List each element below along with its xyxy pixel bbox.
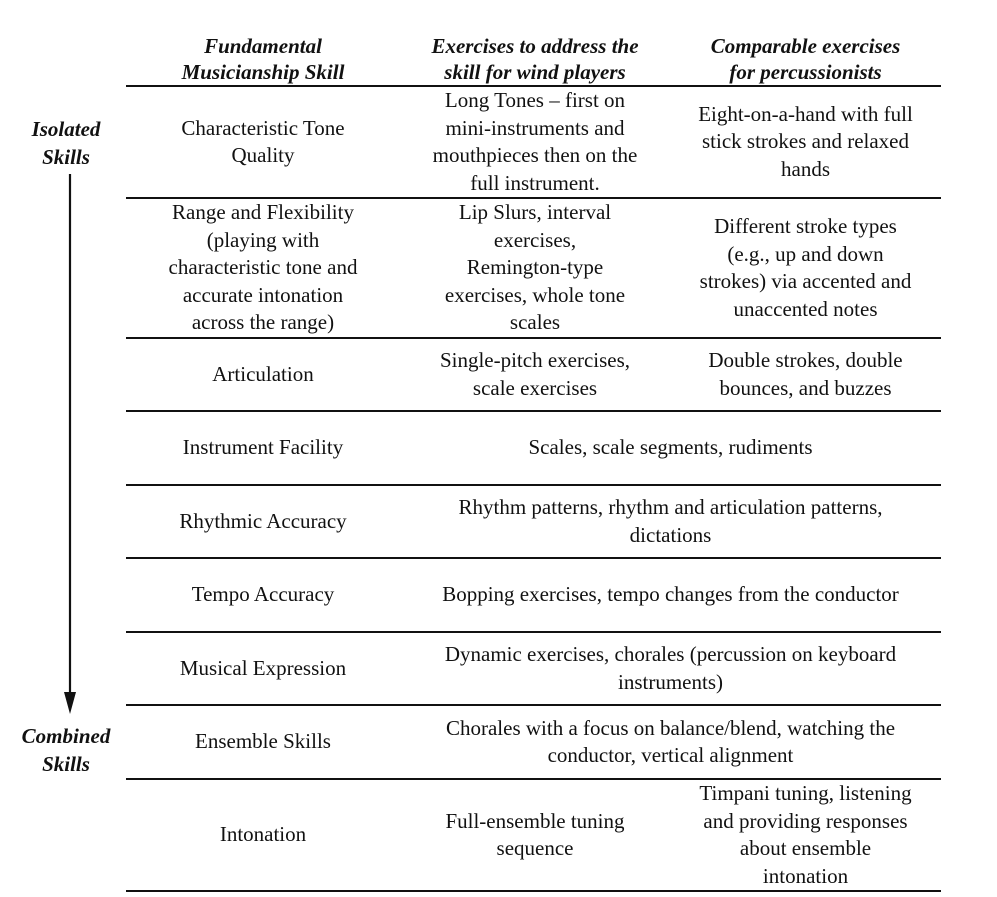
cell-line: bounces, and buzzes bbox=[719, 375, 892, 400]
header-wind-exercises bbox=[400, 32, 670, 85]
cell-line: characteristic tone and bbox=[168, 255, 358, 280]
combined-skills-line-1: Combined bbox=[21, 724, 111, 748]
cell-line: Rhythm patterns, rhythm and articulation patterns, bbox=[458, 495, 883, 519]
wind-exercise-cell bbox=[400, 87, 670, 197]
cell-line: accurate intonation bbox=[182, 282, 344, 307]
cell-line: Lip Slurs, interval bbox=[458, 200, 612, 225]
cell-line: Ensemble Skills bbox=[195, 729, 331, 754]
table-row bbox=[126, 780, 941, 892]
progression-arrow-icon bbox=[60, 174, 80, 714]
percussion-exercise-cell bbox=[670, 339, 941, 410]
header-line: Comparable exercises bbox=[710, 34, 901, 58]
skill-cell bbox=[126, 780, 400, 890]
header-fundamental-skill bbox=[126, 32, 400, 85]
cell-line: Tempo Accuracy bbox=[191, 582, 335, 607]
cell-line: Range and Flexibility bbox=[172, 200, 354, 225]
isolated-skills-line-2: Skills bbox=[42, 145, 90, 169]
cell-line: across the range) bbox=[191, 310, 335, 335]
cell-line: about ensemble bbox=[739, 836, 872, 860]
table-row bbox=[126, 199, 941, 339]
isolated-skills-label bbox=[0, 115, 132, 171]
combined-exercise-cell bbox=[400, 412, 941, 484]
skill-cell bbox=[126, 486, 400, 557]
table-row bbox=[126, 412, 941, 486]
combined-exercise-cell bbox=[400, 633, 941, 704]
cell-line: Musical Expression bbox=[179, 655, 347, 680]
cell-line: Dynamic exercises, chorales (percussion on keyboard bbox=[444, 642, 897, 666]
skill-cell bbox=[126, 339, 400, 410]
wind-exercise-cell bbox=[400, 199, 670, 337]
cell-line: stick strokes and relaxed bbox=[701, 129, 910, 154]
cell-line: mouthpieces then on the bbox=[432, 143, 638, 167]
combined-skills-label bbox=[0, 722, 132, 778]
skill-cell bbox=[126, 87, 400, 197]
skill-cell bbox=[126, 199, 400, 337]
wind-exercise-cell bbox=[400, 339, 670, 410]
table-row bbox=[126, 87, 941, 199]
cell-line: Chorales with a focus on balance/blend, watching the bbox=[445, 715, 896, 740]
cell-line: Intonation bbox=[219, 822, 307, 847]
cell-line: exercises, whole tone bbox=[444, 282, 626, 307]
combined-exercise-cell bbox=[400, 559, 941, 631]
cell-line: Instrument Facility bbox=[182, 435, 344, 460]
cell-line: conductor, vertical alignment bbox=[547, 743, 794, 767]
header-line: Musicianship Skill bbox=[181, 60, 345, 84]
percussion-exercise-cell bbox=[670, 780, 941, 890]
cell-line: and providing responses bbox=[703, 808, 908, 833]
cell-line: Quality bbox=[231, 143, 295, 167]
cell-line: scale exercises bbox=[472, 375, 598, 400]
skills-exercises-table bbox=[126, 32, 941, 892]
cell-line: Scales, scale segments, rudiments bbox=[528, 435, 813, 460]
cell-line: sequence bbox=[496, 836, 574, 860]
combined-exercise-cell bbox=[400, 706, 941, 778]
isolated-skills-line-1: Isolated bbox=[31, 117, 101, 141]
cell-line: Bopping exercises, tempo changes from the conductor bbox=[442, 582, 899, 607]
header-percussion-exercises bbox=[670, 32, 941, 85]
cell-line: Remington-type bbox=[466, 255, 604, 280]
table-row bbox=[126, 633, 941, 706]
combined-skills-line-2: Skills bbox=[42, 752, 90, 776]
cell-line: Eight-on-a-hand with full bbox=[698, 101, 913, 126]
table-row bbox=[126, 339, 941, 412]
cell-line: (playing with bbox=[206, 227, 320, 252]
header-line: Fundamental bbox=[204, 34, 322, 58]
cell-line: Single-pitch exercises, bbox=[439, 348, 631, 372]
table-row bbox=[126, 706, 941, 780]
skill-cell bbox=[126, 706, 400, 778]
percussion-exercise-cell bbox=[670, 87, 941, 197]
cell-line: mini-instruments and bbox=[445, 115, 625, 140]
cell-line: full instrument. bbox=[470, 170, 600, 195]
cell-line: Full-ensemble tuning bbox=[445, 808, 625, 833]
cell-line: Characteristic Tone bbox=[181, 115, 345, 140]
percussion-exercise-cell bbox=[670, 199, 941, 337]
table-header-row bbox=[126, 32, 941, 87]
cell-line: (e.g., up and down bbox=[727, 241, 884, 266]
skill-cell bbox=[126, 633, 400, 704]
header-line: skill for wind players bbox=[444, 60, 626, 84]
header-line: Exercises to address the bbox=[431, 34, 639, 58]
cell-line: hands bbox=[781, 156, 830, 181]
cell-line: Double strokes, double bbox=[708, 348, 903, 372]
combined-exercise-cell bbox=[400, 486, 941, 557]
cell-line: strokes) via accented and bbox=[699, 269, 912, 293]
cell-line: Articulation bbox=[212, 361, 314, 386]
cell-line: Rhythmic Accuracy bbox=[179, 508, 347, 533]
header-line: for percussionists bbox=[729, 60, 882, 84]
skill-cell bbox=[126, 412, 400, 484]
table-row bbox=[126, 559, 941, 633]
cell-line: unaccented notes bbox=[733, 296, 878, 321]
cell-line: Long Tones – first on bbox=[444, 88, 626, 112]
wind-exercise-cell bbox=[400, 780, 670, 890]
cell-line: exercises, bbox=[493, 227, 577, 252]
table-row bbox=[126, 486, 941, 559]
cell-line: Different stroke types bbox=[714, 214, 897, 238]
cell-line: intonation bbox=[762, 863, 849, 888]
cell-line: dictations bbox=[629, 522, 712, 547]
skill-cell bbox=[126, 559, 400, 631]
cell-line: Timpani tuning, listening bbox=[699, 781, 912, 805]
cell-line: scales bbox=[509, 310, 561, 335]
cell-line: instruments) bbox=[618, 669, 723, 694]
